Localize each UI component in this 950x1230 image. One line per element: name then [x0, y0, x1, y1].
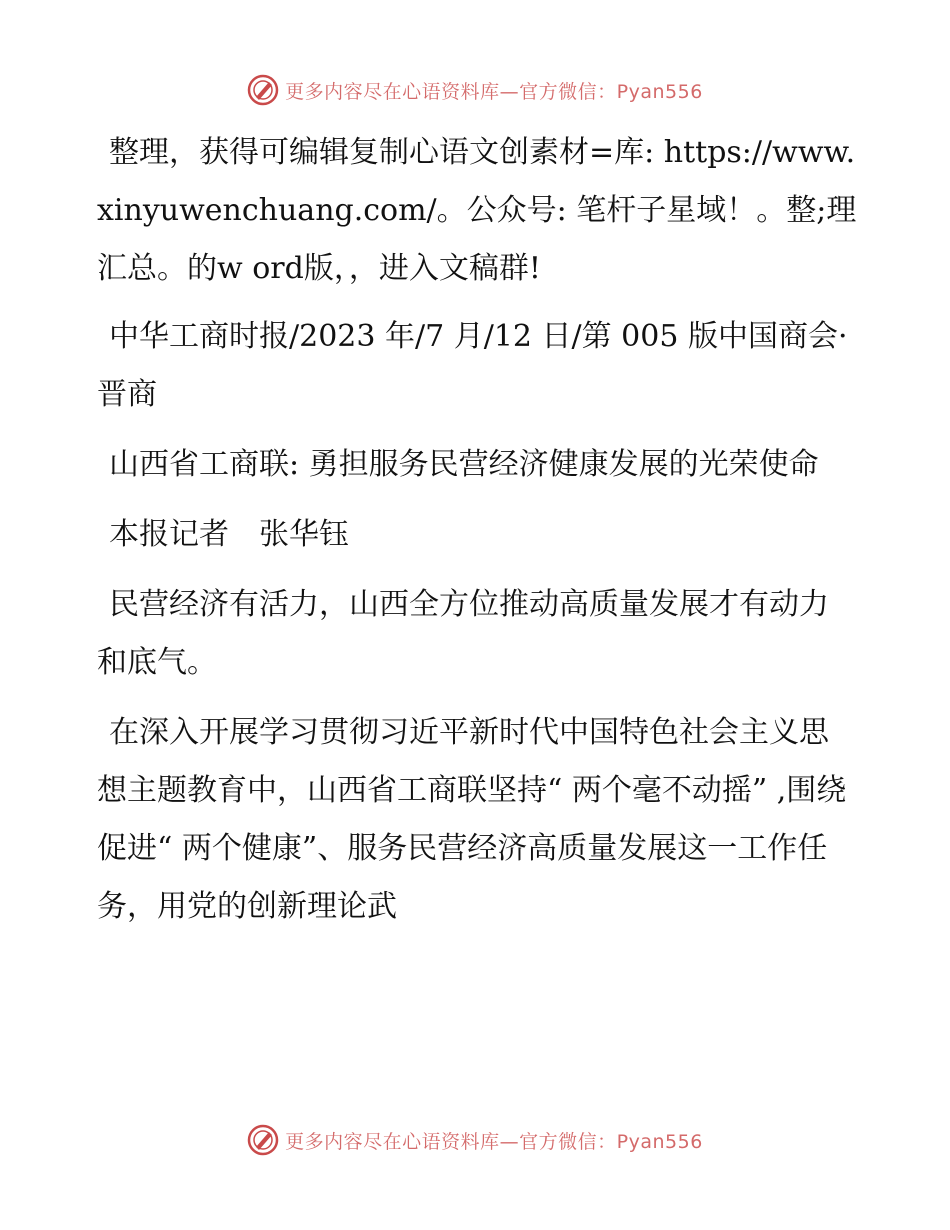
body-paragraph: 民营经济有活力，山西全方位推动高质量发展才有动力和底气。 [97, 587, 829, 680]
footer-watermark-banner [0, 1120, 950, 1160]
byline: 本报记者 张华钰 [109, 517, 349, 552]
header-watermark-banner [0, 70, 950, 110]
intro-paragraph: 整理，获得可编辑复制心语文创素材=库: https://www.xinyuwenchuang.com/。公众号: 笔杆子星域！。整;理汇总。的w ord版，，进入文稿群! [97, 135, 857, 286]
watermark-text: 更多内容尽在心语资料库—官方微信：Pyan556 [285, 80, 703, 103]
source-line: 中华工商时报/2023 年/7 月/12 日/第 005 版中国商会· 晋商 [97, 319, 848, 412]
pen-seal-icon [247, 1124, 279, 1156]
article-title: 山西省工商联: 勇担服务民营经济健康发展的光荣使命 [109, 447, 819, 482]
body-paragraph: 在深入开展学习贯彻习近平新时代中国特色社会主义思想主题教育中，山西省工商联坚持“ 两个毫不动摇” ,围绕促进“ 两个健康”、服务民营经济高质量发展这一工作任务，用党的创新理论武 [97, 715, 847, 924]
pen-seal-icon [247, 74, 279, 106]
document-body [97, 124, 857, 946]
watermark-text: 更多内容尽在心语资料库—官方微信：Pyan556 [285, 1130, 703, 1153]
